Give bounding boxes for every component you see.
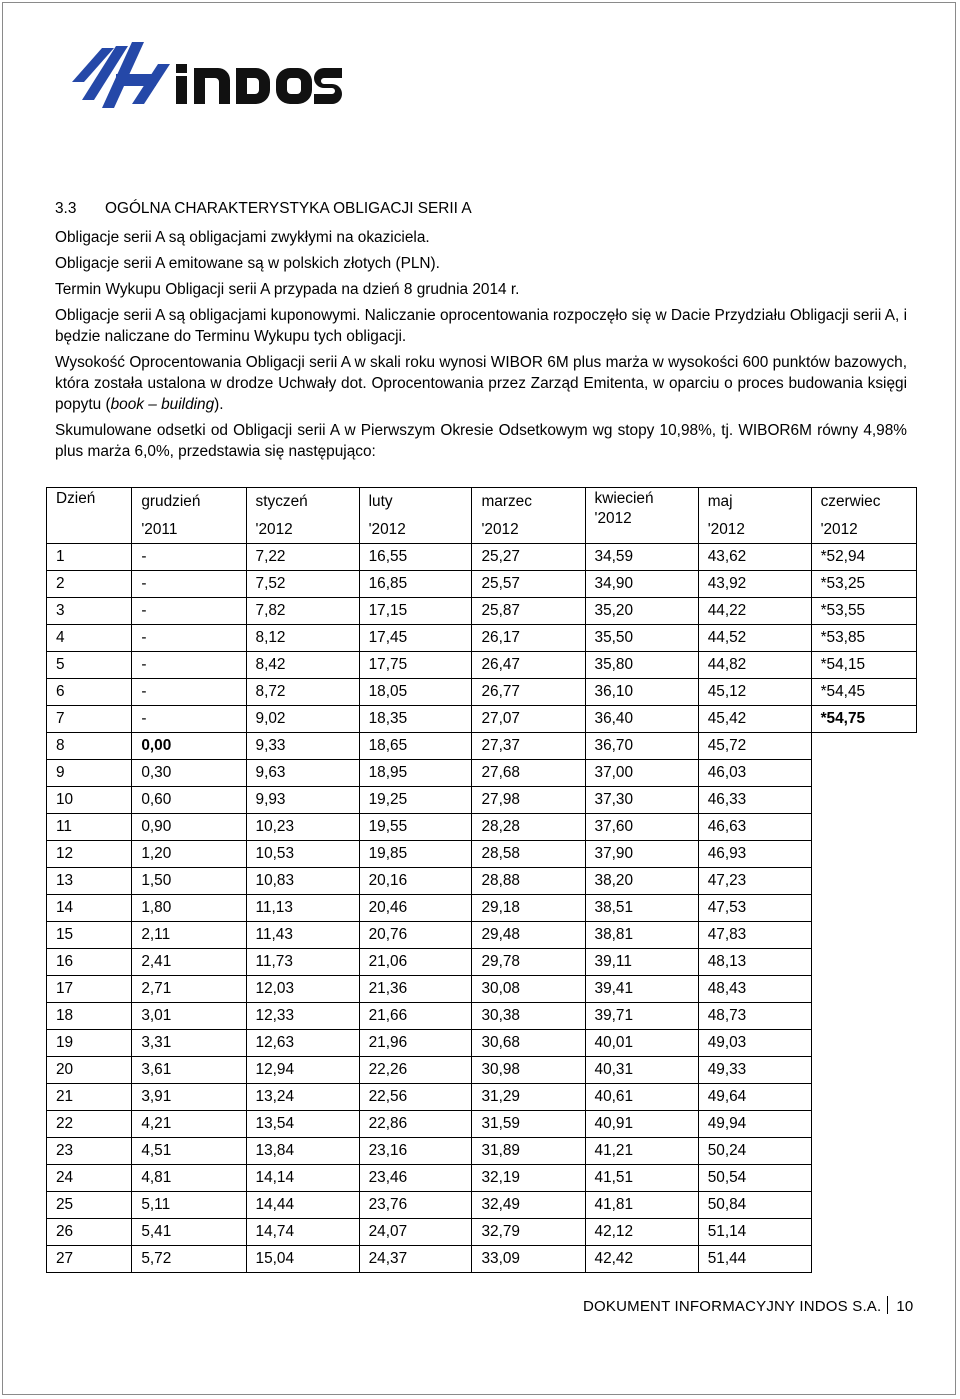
table-cell-value: 3,61 xyxy=(132,1057,246,1084)
table-cell-day: 9 xyxy=(47,760,132,787)
table-cell-day: 24 xyxy=(47,1165,132,1192)
header-year: '2012 xyxy=(472,516,585,544)
table-row xyxy=(47,1057,917,1084)
table-row xyxy=(47,1003,917,1030)
footer-text: DOKUMENT INFORMACYJNY INDOS S.A. xyxy=(583,1298,882,1315)
table-cell-day: 14 xyxy=(47,895,132,922)
table-cell-value: 4,81 xyxy=(132,1165,246,1192)
table-cell-value: 3,01 xyxy=(132,1003,246,1030)
table-cell-value: 32,79 xyxy=(472,1219,585,1246)
table-cell-value: - xyxy=(132,598,246,625)
page-number: 10 xyxy=(896,1298,914,1315)
header-month: Dzień xyxy=(47,488,132,544)
table-cell-value: 20,16 xyxy=(359,868,472,895)
table-cell-value: 26,47 xyxy=(472,652,585,679)
paragraph-6: Skumulowane odsetki od Obligacji serii A w Pierwszym Okresie Odsetkowym wg stopy 10,98%, tj. WIBOR6M równy 4,98% plus marża 6,0%, przedstawia się następująco: xyxy=(55,422,907,460)
table-cell-value: 45,42 xyxy=(698,706,811,733)
table-cell-value: 23,76 xyxy=(359,1192,472,1219)
table-cell-value: 46,03 xyxy=(698,760,811,787)
table-cell-value: 50,84 xyxy=(698,1192,811,1219)
table-cell-value: 13,24 xyxy=(246,1084,359,1111)
table-cell-value: - xyxy=(132,571,246,598)
table-cell-value: 48,73 xyxy=(698,1003,811,1030)
table-cell-value: 4,51 xyxy=(132,1138,246,1165)
table-cell-value: 48,43 xyxy=(698,976,811,1003)
table-cell-value: 32,49 xyxy=(472,1192,585,1219)
table-cell-value: *53,85 xyxy=(811,625,916,652)
table-cell-value: 3,31 xyxy=(132,1030,246,1057)
table-row xyxy=(47,787,917,814)
table-row xyxy=(47,1192,917,1219)
table-cell-value: 20,76 xyxy=(359,922,472,949)
table-cell-value: 4,21 xyxy=(132,1111,246,1138)
paragraph-5-end: ). xyxy=(214,396,224,413)
table-cell-value: 28,28 xyxy=(472,814,585,841)
table-cell-value: 37,30 xyxy=(585,787,698,814)
table-cell-value: 37,90 xyxy=(585,841,698,868)
paragraph-4: Obligacje serii A są obligacjami kuponowymi. Naliczanie oprocentowania rozpoczęło się w Dacie Przydziału Obligacji serii A, i będzie naliczane do Terminu Wykupu tych obligacji. xyxy=(55,307,908,345)
table-cell-value: 0,30 xyxy=(132,760,246,787)
table-cell-value: 43,62 xyxy=(698,544,811,571)
table-cell-value: 41,51 xyxy=(585,1165,698,1192)
table-cell-value: *53,55 xyxy=(811,598,916,625)
table-row xyxy=(47,652,917,679)
table-row xyxy=(47,976,917,1003)
table-cell-value: 27,37 xyxy=(472,733,585,760)
table-cell-value: 31,29 xyxy=(472,1084,585,1111)
table-cell-value: 23,16 xyxy=(359,1138,472,1165)
paragraph-1: Obligacje serii A są obligacjami zwykłymi na okaziciela. xyxy=(55,229,430,246)
table-cell-value: 1,80 xyxy=(132,895,246,922)
table-cell-value: 17,15 xyxy=(359,598,472,625)
table-cell-value: - xyxy=(132,652,246,679)
table-cell-value: 11,73 xyxy=(246,949,359,976)
table-row xyxy=(47,733,917,760)
paragraph-5 xyxy=(55,352,907,415)
table-cell-value: *53,25 xyxy=(811,571,916,598)
table-cell-value: 47,23 xyxy=(698,868,811,895)
table-cell-value: 22,86 xyxy=(359,1111,472,1138)
table-cell-value: *54,75 xyxy=(811,706,916,733)
table-cell-value: 11,13 xyxy=(246,895,359,922)
table-cell-value: 39,71 xyxy=(585,1003,698,1030)
table-cell-day: 12 xyxy=(47,841,132,868)
table-cell-day: 1 xyxy=(47,544,132,571)
table-cell-value: 30,38 xyxy=(472,1003,585,1030)
table-cell-value: 5,11 xyxy=(132,1192,246,1219)
table-cell-value: 14,14 xyxy=(246,1165,359,1192)
table-cell-value: 30,68 xyxy=(472,1030,585,1057)
table-cell-value: 9,02 xyxy=(246,706,359,733)
table-row xyxy=(47,1138,917,1165)
header-month-name: kwiecień xyxy=(594,490,654,507)
table-row xyxy=(47,706,917,733)
table-cell-value: 36,10 xyxy=(585,679,698,706)
table-cell-value: 22,56 xyxy=(359,1084,472,1111)
table-cell-value: 28,58 xyxy=(472,841,585,868)
table-cell-value: 19,85 xyxy=(359,841,472,868)
header-month: styczeń xyxy=(246,488,359,517)
table-row xyxy=(47,868,917,895)
table-cell-value: 20,46 xyxy=(359,895,472,922)
table-cell-value: 48,13 xyxy=(698,949,811,976)
table-cell-value: 18,95 xyxy=(359,760,472,787)
table-cell-value: 3,91 xyxy=(132,1084,246,1111)
table-cell-value: 0,00 xyxy=(132,733,246,760)
table-cell-value: 10,53 xyxy=(246,841,359,868)
table-cell-value: 28,88 xyxy=(472,868,585,895)
table-cell-value: 32,19 xyxy=(472,1165,585,1192)
table-cell-day: 11 xyxy=(47,814,132,841)
table-cell-value: 13,84 xyxy=(246,1138,359,1165)
table-cell-value: 8,72 xyxy=(246,679,359,706)
table-cell-value: 22,26 xyxy=(359,1057,472,1084)
indos-logo xyxy=(72,38,342,110)
header-month xyxy=(585,488,698,544)
table-cell-value: 8,12 xyxy=(246,625,359,652)
table-cell-value: 19,25 xyxy=(359,787,472,814)
paragraph-2: Obligacje serii A emitowane są w polskich złotych (PLN). xyxy=(55,255,440,272)
header-month: maj xyxy=(698,488,811,517)
table-row xyxy=(47,571,917,598)
table-cell-value: 8,42 xyxy=(246,652,359,679)
table-cell-value: 46,63 xyxy=(698,814,811,841)
table-cell-value: 18,05 xyxy=(359,679,472,706)
table-cell-value: 40,91 xyxy=(585,1111,698,1138)
paragraph-3: Termin Wykupu Obligacji serii A przypada na dzień 8 grudnia 2014 r. xyxy=(55,281,520,298)
table-cell-value: 29,18 xyxy=(472,895,585,922)
table-cell-value: *52,94 xyxy=(811,544,916,571)
table-cell-value: 27,98 xyxy=(472,787,585,814)
table-cell-value: 31,59 xyxy=(472,1111,585,1138)
table-cell-value: 26,77 xyxy=(472,679,585,706)
table-cell-value: 2,71 xyxy=(132,976,246,1003)
table-cell-value: 12,33 xyxy=(246,1003,359,1030)
table-cell-day: 10 xyxy=(47,787,132,814)
table-row xyxy=(47,1165,917,1192)
table-cell-value: 27,07 xyxy=(472,706,585,733)
table-cell-value: 11,43 xyxy=(246,922,359,949)
table-cell-value: 47,83 xyxy=(698,922,811,949)
table-cell-value: 17,75 xyxy=(359,652,472,679)
table-row xyxy=(47,814,917,841)
table-cell-value: 18,35 xyxy=(359,706,472,733)
table-header-row xyxy=(47,488,917,517)
table-cell-value: 9,63 xyxy=(246,760,359,787)
header-month: marzec xyxy=(472,488,585,517)
table-cell-value: 23,46 xyxy=(359,1165,472,1192)
table-cell-value: 16,55 xyxy=(359,544,472,571)
interest-table-body xyxy=(47,488,917,1273)
header-year: '2012 xyxy=(811,516,916,544)
header-month: czerwiec xyxy=(811,488,916,517)
table-cell-value: 31,89 xyxy=(472,1138,585,1165)
table-cell-value: 35,80 xyxy=(585,652,698,679)
header-month: grudzień xyxy=(132,488,246,517)
table-row xyxy=(47,1084,917,1111)
header-year: '2012 xyxy=(594,510,632,527)
table-cell-value: 7,22 xyxy=(246,544,359,571)
table-cell-value: *54,15 xyxy=(811,652,916,679)
table-cell-day: 8 xyxy=(47,733,132,760)
table-cell-value: 44,22 xyxy=(698,598,811,625)
table-cell-value: 25,57 xyxy=(472,571,585,598)
table-cell-value: 30,08 xyxy=(472,976,585,1003)
table-cell-value: 45,12 xyxy=(698,679,811,706)
table-cell-value: - xyxy=(132,679,246,706)
table-cell-value: 49,64 xyxy=(698,1084,811,1111)
header-month: luty xyxy=(359,488,472,517)
table-cell-value: 21,36 xyxy=(359,976,472,1003)
table-cell-day: 3 xyxy=(47,598,132,625)
table-row xyxy=(47,1219,917,1246)
table-cell-value: 25,87 xyxy=(472,598,585,625)
table-cell-day: 7 xyxy=(47,706,132,733)
table-cell-value: 49,33 xyxy=(698,1057,811,1084)
table-cell-value: 39,11 xyxy=(585,949,698,976)
table-row xyxy=(47,949,917,976)
table-cell-value: 26,17 xyxy=(472,625,585,652)
table-cell-value: 12,63 xyxy=(246,1030,359,1057)
table-cell-value: - xyxy=(132,544,246,571)
table-cell-value: *54,45 xyxy=(811,679,916,706)
table-cell-value: 38,81 xyxy=(585,922,698,949)
table-cell-value: 29,78 xyxy=(472,949,585,976)
table-cell-value: 46,93 xyxy=(698,841,811,868)
table-cell-value: 44,52 xyxy=(698,625,811,652)
table-header-year-row xyxy=(47,516,917,544)
footer-separator xyxy=(887,1296,888,1314)
table-cell-value: 36,40 xyxy=(585,706,698,733)
table-row xyxy=(47,841,917,868)
table-cell-value: 12,03 xyxy=(246,976,359,1003)
table-cell-value: 24,07 xyxy=(359,1219,472,1246)
table-cell-value: 19,55 xyxy=(359,814,472,841)
table-cell-value: 29,48 xyxy=(472,922,585,949)
table-cell-value: 9,93 xyxy=(246,787,359,814)
table-cell-value: 12,94 xyxy=(246,1057,359,1084)
document-body xyxy=(55,198,907,467)
table-cell-value: 47,53 xyxy=(698,895,811,922)
table-cell-value: 17,45 xyxy=(359,625,472,652)
table-cell-value: 34,90 xyxy=(585,571,698,598)
table-cell-day: 2 xyxy=(47,571,132,598)
table-cell-value: 38,51 xyxy=(585,895,698,922)
table-cell-day: 27 xyxy=(47,1246,132,1273)
table-cell-value: 5,41 xyxy=(132,1219,246,1246)
table-cell-value: 35,50 xyxy=(585,625,698,652)
table-cell-day: 26 xyxy=(47,1219,132,1246)
table-row xyxy=(47,679,917,706)
table-cell-day: 5 xyxy=(47,652,132,679)
table-cell-value: 9,33 xyxy=(246,733,359,760)
table-cell-value: 1,50 xyxy=(132,868,246,895)
table-row xyxy=(47,598,917,625)
table-cell-value: 41,81 xyxy=(585,1192,698,1219)
table-cell-value: 43,92 xyxy=(698,571,811,598)
table-cell-value: - xyxy=(132,625,246,652)
table-cell-value: 39,41 xyxy=(585,976,698,1003)
table-cell-value: 10,83 xyxy=(246,868,359,895)
header-year: '2012 xyxy=(698,516,811,544)
section-title: OGÓLNA CHARAKTERYSTYKA OBLIGACJI SERII A xyxy=(105,200,472,217)
table-row xyxy=(47,1111,917,1138)
table-cell-value: 36,70 xyxy=(585,733,698,760)
table-cell-day: 18 xyxy=(47,1003,132,1030)
table-row xyxy=(47,922,917,949)
table-cell-day: 25 xyxy=(47,1192,132,1219)
table-row xyxy=(47,760,917,787)
table-cell-value: 44,82 xyxy=(698,652,811,679)
table-cell-value: 15,04 xyxy=(246,1246,359,1273)
table-cell-day: 17 xyxy=(47,976,132,1003)
table-cell-value: 35,20 xyxy=(585,598,698,625)
table-cell-value: 50,54 xyxy=(698,1165,811,1192)
table-cell-value: 40,01 xyxy=(585,1030,698,1057)
table-cell-value: 34,59 xyxy=(585,544,698,571)
section-number: 3.3 xyxy=(55,200,77,217)
table-cell-value: 2,41 xyxy=(132,949,246,976)
paragraph-5-italic: book – building xyxy=(110,396,215,413)
table-cell-value: 16,85 xyxy=(359,571,472,598)
page-footer xyxy=(583,1296,913,1315)
table-cell-value: 14,74 xyxy=(246,1219,359,1246)
table-cell-value: 40,31 xyxy=(585,1057,698,1084)
table-cell-value: 27,68 xyxy=(472,760,585,787)
table-row xyxy=(47,1246,917,1273)
table-cell-value: 46,33 xyxy=(698,787,811,814)
table-cell-value: 37,60 xyxy=(585,814,698,841)
table-cell-value: 5,72 xyxy=(132,1246,246,1273)
table-cell-value: 42,12 xyxy=(585,1219,698,1246)
table-cell-value: 49,94 xyxy=(698,1111,811,1138)
table-cell-day: 13 xyxy=(47,868,132,895)
table-cell-value: 1,20 xyxy=(132,841,246,868)
table-cell-day: 15 xyxy=(47,922,132,949)
table-cell-value: 21,06 xyxy=(359,949,472,976)
table-cell-value: 40,61 xyxy=(585,1084,698,1111)
table-cell-value: 30,98 xyxy=(472,1057,585,1084)
table-cell-value: 24,37 xyxy=(359,1246,472,1273)
table-cell-value: 45,72 xyxy=(698,733,811,760)
table-cell-value: 51,44 xyxy=(698,1246,811,1273)
table-cell-day: 22 xyxy=(47,1111,132,1138)
table-cell-value: 0,60 xyxy=(132,787,246,814)
table-cell-day: 19 xyxy=(47,1030,132,1057)
table-cell-value: 14,44 xyxy=(246,1192,359,1219)
table-cell-day: 6 xyxy=(47,679,132,706)
table-cell-day: 23 xyxy=(47,1138,132,1165)
table-cell-empty xyxy=(811,733,916,1273)
interest-table xyxy=(46,487,917,1273)
table-cell-value: 25,27 xyxy=(472,544,585,571)
table-row xyxy=(47,544,917,571)
indos-logo-graphic xyxy=(72,38,342,110)
table-cell-value: 42,42 xyxy=(585,1246,698,1273)
table-cell-day: 16 xyxy=(47,949,132,976)
table-row xyxy=(47,895,917,922)
header-year: '2011 xyxy=(132,516,246,544)
table-cell-value: 41,21 xyxy=(585,1138,698,1165)
table-cell-value: 51,14 xyxy=(698,1219,811,1246)
table-cell-day: 21 xyxy=(47,1084,132,1111)
table-cell-value: 7,82 xyxy=(246,598,359,625)
section-heading xyxy=(55,198,907,219)
table-cell-value: 50,24 xyxy=(698,1138,811,1165)
table-cell-value: 38,20 xyxy=(585,868,698,895)
table-row xyxy=(47,625,917,652)
table-cell-value: 18,65 xyxy=(359,733,472,760)
table-cell-value: 21,66 xyxy=(359,1003,472,1030)
table-cell-value: 37,00 xyxy=(585,760,698,787)
table-cell-value: 13,54 xyxy=(246,1111,359,1138)
header-year: '2012 xyxy=(246,516,359,544)
table-cell-value: - xyxy=(132,706,246,733)
table-cell-day: 4 xyxy=(47,625,132,652)
table-cell-value: 21,96 xyxy=(359,1030,472,1057)
table-cell-value: 7,52 xyxy=(246,571,359,598)
table-cell-value: 49,03 xyxy=(698,1030,811,1057)
table-cell-value: 33,09 xyxy=(472,1246,585,1273)
table-row xyxy=(47,1030,917,1057)
header-year: '2012 xyxy=(359,516,472,544)
paragraph-5-text: Wysokość Oprocentowania Obligacji serii A w skali roku wynosi WIBOR 6M plus marża w wysokości 600 punktów bazowych, która została ustalona w drodze Uchwały dot. Oprocentowania przez Zarząd Emitenta, w oparciu o proces budowania księgi popytu ( xyxy=(55,354,907,413)
table-cell-value: 0,90 xyxy=(132,814,246,841)
table-cell-value: 2,11 xyxy=(132,922,246,949)
table-cell-day: 20 xyxy=(47,1057,132,1084)
table-cell-value: 10,23 xyxy=(246,814,359,841)
